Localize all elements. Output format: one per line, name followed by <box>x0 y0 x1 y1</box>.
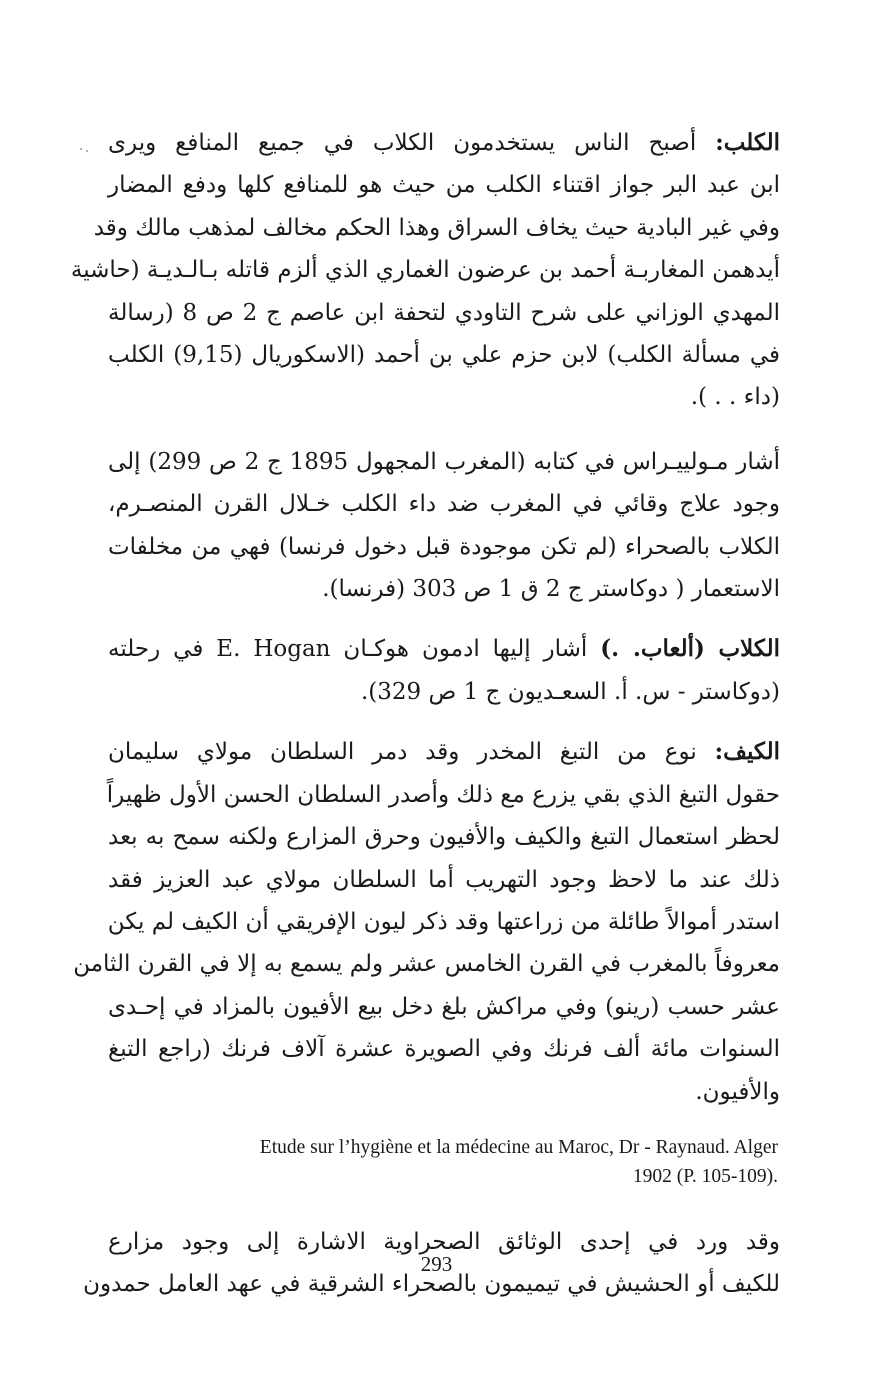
text-line: الكلب: أصبح الناس يستخدمون الكلاب في جميع المنافع ويرى <box>108 129 780 156</box>
text-line: المهدي الوزاني على شرح التاودي لتحفة ابن عاصم ج 2 ص 8 (رسالة <box>108 299 780 326</box>
scan-specks <box>80 148 88 152</box>
bibliographic-reference <box>118 1133 778 1191</box>
paragraph-mouliéras <box>108 441 780 611</box>
text-line: وفي غير البادية حيث يخاف السراق وهذا الحكم مخالف لمذهب مالك وقد <box>93 214 780 241</box>
entry-term-dog-games: الكلاب (ألعاب. .) <box>600 635 780 663</box>
text-line: وجود علاج وقائي في المغرب ضد داء الكلب خـلال القرن المنصـرم، <box>108 491 780 518</box>
text-line: لحظر استعمال التبغ والكيف والأفيون وحرق المزارع ولكنه سمح به بعد <box>108 824 780 851</box>
text-line: الاستعمار ( دوكاستر ج 2 ق 1 ص 303 (فرنسا). <box>322 576 780 603</box>
text-line: والأفيون. <box>695 1078 780 1105</box>
page-number: 293 <box>420 1252 453 1276</box>
text-line: وقد ورد في إحدى الوثائق الصحراوية الاشارة إلى وجود مزارع <box>108 1228 780 1255</box>
text-line: عشر حسب (رينو) وفي مراكش بلغ دخل بيع الأفيون بالمزاد في إحـدى <box>108 993 780 1020</box>
text-line: ابن عبد البر جواز اقتناء الكلب من حيث هو للمنافع كلها ودفع المضار <box>108 172 780 199</box>
text-line: الكلاب بالصحراء (لم تكن موجودة قبل دخول فرنسا) فهي من مخلفات <box>108 533 780 560</box>
text-line: (داء . . ). <box>690 384 780 411</box>
text-line: استدر أموالاً طائلة من زراعتها وقد ذكر ليون الإفريقي أن الكيف لم يكن <box>107 908 780 935</box>
paragraph-dog <box>70 122 780 419</box>
text-line: في مسألة الكلب) لابن حزم علي بن أحمد (الاسكوريال (9,15) الكلب <box>108 342 780 369</box>
paragraph-kif <box>73 731 780 1113</box>
text-line: أشار مـولييـراس في كتابه (المغرب المجهول 1895 ج 2 ص 299) إلى <box>108 448 781 475</box>
text-line: (دوكاستر - س. أ. السعـديون ج 1 ص 329). <box>360 678 780 705</box>
text-line: معروفاً بالمغرب في القرن الخامس عشر ولم يسمع به إلا في القرن الثامن <box>73 951 780 978</box>
paragraph-dog-games <box>108 628 780 713</box>
text-line: أيدهمن المغاربـة أحمد بن عرضون الغماري الذي ألزم قاتله بـالـديـة (حاشية <box>70 257 780 284</box>
entry-term-kif: الكيف: <box>714 738 780 766</box>
reference-line: 1902 (P. 105-109). <box>632 1165 778 1187</box>
entry-term-dog: الكلب: <box>715 129 780 156</box>
text-line: ذلك عند ما لاحظ وجود التهريب أما السلطان مولاي عبد العزيز فقد <box>108 866 780 893</box>
text-line: حقول التبغ الذي بقي يزرع مع ذلك وأصدر السلطان الحسن الأول ظهيراً <box>106 781 780 808</box>
page-body <box>70 122 781 1306</box>
text-line: السنوات مائة ألف فرنك وفي الصويرة عشرة آلاف فرنك (راجع التبغ <box>108 1036 780 1063</box>
text-line: الكلاب (ألعاب. .) أشار إليها ادمون هوكـان E. Hogan في رحلته <box>108 635 780 663</box>
text-line: للكيف أو الحشيش في تيميمون بالصحراء الشرقية في عهد العامل حمدون <box>83 1271 780 1298</box>
text-line: الكيف: نوع من التبغ المخدر وقد دمر السلطان مولاي سليمان <box>108 738 780 766</box>
reference-line: Etude sur l’hygiène et la médecine au Maroc, Dr - Raynaud. Alger <box>259 1136 778 1158</box>
